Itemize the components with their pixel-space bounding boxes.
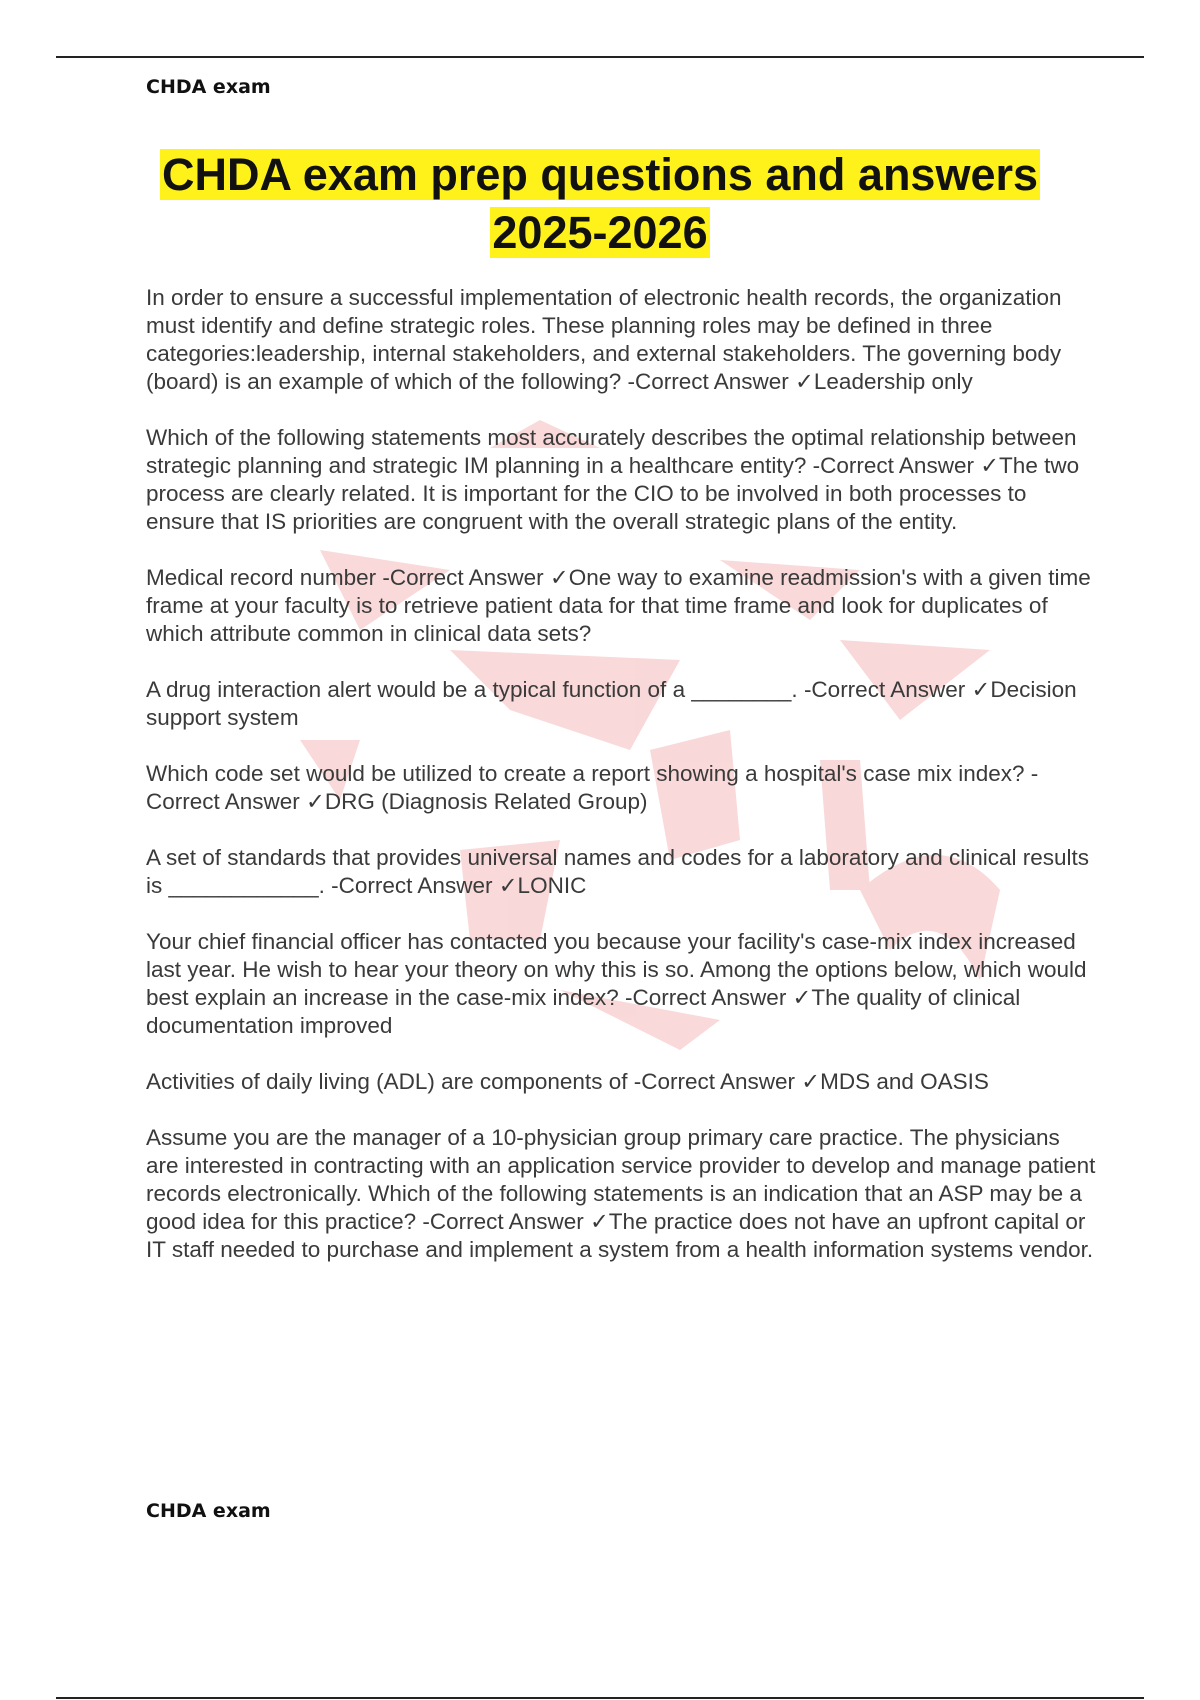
qa-item: A set of standards that provides universal names and codes for a laboratory and clinical results is ____________. -Correct Answer ✓LONIC — [146, 845, 1090, 898]
qa-item: In order to ensure a successful implementation of electronic health records, the organization must identify and define strategic roles. These planning roles may be defined in three categories:leadership, internal stakeholders, and external stakeholders. The governing body (board) is an example of which of the following? -Correct Answer ✓Leadership only — [146, 285, 1062, 394]
page-title — [100, 146, 1100, 262]
bottom-rule — [56, 1697, 1144, 1699]
qa-item: Assume you are the manager of a 10-physician group primary care practice. The physicians are interested in contracting with an application service provider to develop and manage patient records electronically. Which of the following statements is an indication that an ASP may be a good idea for this practice? -Correct Answer ✓The practice does not have an upfront capital or IT staff needed to purchase and implement a system from a health information systems vendor. — [146, 1125, 1096, 1262]
top-rule — [56, 56, 1144, 58]
qa-item: Activities of daily living (ADL) are components of -Correct Answer ✓MDS and OASIS — [146, 1069, 989, 1094]
qa-item: Your chief financial officer has contacted you because your facility's case-mix index increased last year. He wish to hear your theory on why this is so. Among the options below, which would best explain an increase in the case-mix index? -Correct Answer ✓The quality of clinical documentation improved — [146, 929, 1087, 1038]
qa-item: Medical record number -Correct Answer ✓One way to examine readmission's with a given time frame at your faculty is to retrieve patient data for that time frame and look for duplicates of which attribute common in clinical data sets? — [146, 565, 1091, 646]
qa-list — [146, 284, 1096, 1292]
qa-item: A drug interaction alert would be a typical function of a ________. -Correct Answer ✓Decision support system — [146, 677, 1077, 730]
qa-item: Which code set would be utilized to create a report showing a hospital's case mix index? -Correct Answer ✓DRG (Diagnosis Related Group) — [146, 761, 1039, 814]
page-header: CHDA exam — [146, 76, 271, 98]
page-footer: CHDA exam — [146, 1500, 271, 1522]
title-line-1: CHDA exam prep questions and answers — [161, 149, 1039, 200]
qa-item: Which of the following statements most accurately describes the optimal relationship between strategic planning and strategic IM planning in a healthcare entity? -Correct Answer ✓The two process are clearly related. It is important for the CIO to be involved in both processes to ensure that IS priorities are congruent with the overall strategic plans of the entity. — [146, 425, 1080, 534]
title-line-2: 2025-2026 — [492, 207, 708, 258]
